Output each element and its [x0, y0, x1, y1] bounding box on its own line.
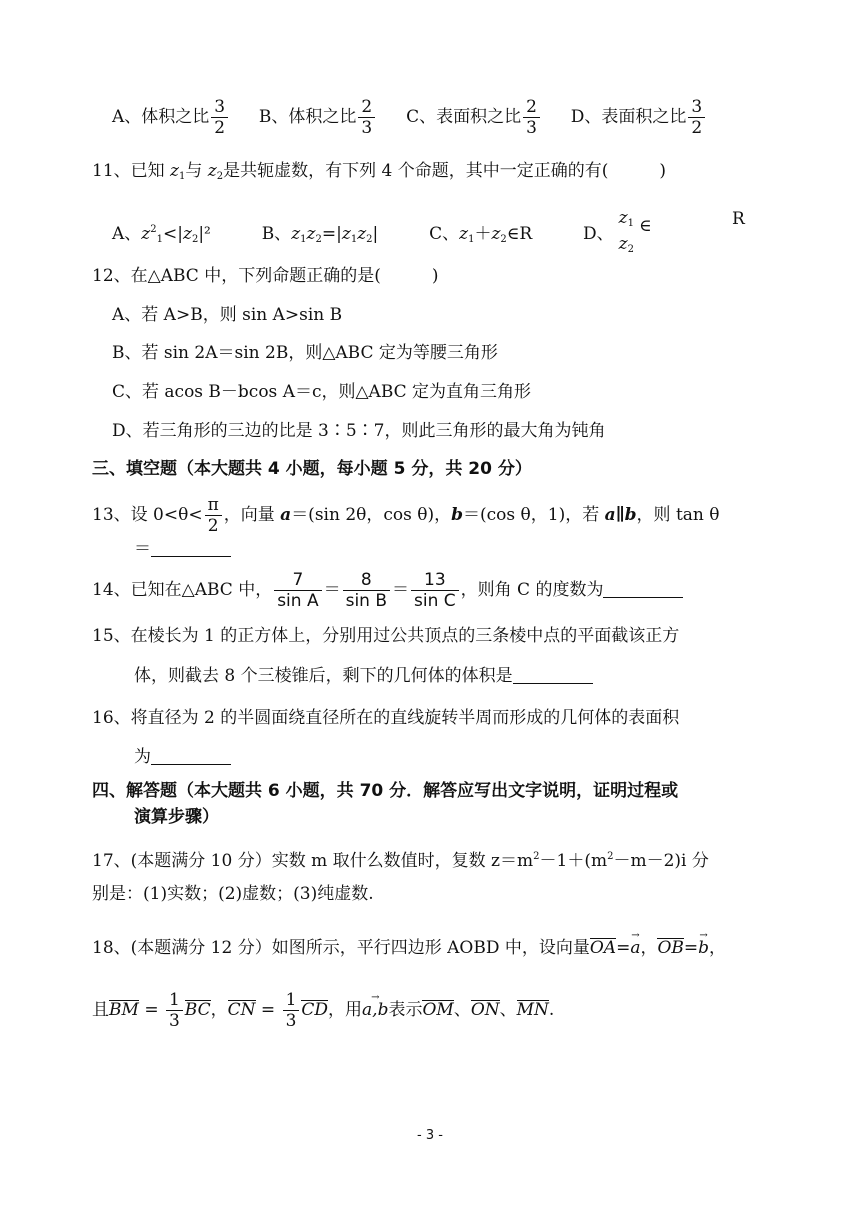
q10-options [112, 97, 707, 138]
q10-option-b: B、体积之比 $\frac{2}{3}$ [259, 107, 383, 127]
q17-line1: 17、(本题满分 10 分）实数 m 取什么数值时，复数 $z=m^2-1+(m^2-m-2)i$ 分 [92, 851, 709, 871]
fraction: $\frac{1}{3}$ [166, 990, 183, 1031]
fraction: $\frac{2}{3}$ [358, 97, 375, 138]
q14-line: 14、已知在△ABC 中， $\frac{7}{\text{sin A}}$ ＝ $\frac{8}{\text{sin B}}$ ＝ $\frac{13}{\text{sin C}}$ ，则角 C 的度数为 [92, 570, 683, 611]
answer-blank [151, 538, 231, 557]
q12-option-b: B、若 sin 2A＝sin 2B，则△ABC 定为等腰三角形 [112, 343, 498, 363]
fraction: $\frac{3}{2}$ [688, 97, 705, 138]
q12-option-d: D、若三角形的三边的比是 3∶5∶7，则此三角形的最大角为钝角 [112, 421, 606, 441]
q17-line2: 别是：(1)实数；(2)虚数；(3)纯虚数. [92, 884, 374, 904]
q16-line2: 为 [134, 746, 231, 768]
fraction: $z_1$ $z_2$ [618, 208, 634, 255]
q16-line1: 16、将直径为 2 的半圆面绕直径所在的直线旋转半周而形成的几何体的表面积 [92, 708, 680, 728]
answer-blank [151, 746, 231, 765]
section-3-heading: 三、填空题（本大题共 4 小题，每小题 5 分，共 20 分） [92, 459, 532, 479]
q12-option-c: C、若 acos B－bcos A＝c，则△ABC 定为直角三角形 [112, 382, 532, 402]
fraction: $\frac{1}{3}$ [283, 990, 300, 1031]
fraction: $\frac{7}{\text{sin A}}$ [274, 570, 321, 611]
q11-option-a: A、$z^2_1<|z_2|^2$ [112, 223, 211, 245]
q10-option-a: A、体积之比 $\frac{3}{2}$ [112, 107, 236, 127]
q11-option-b: B、$z_1z_2=|z_1z_2|$ [261, 223, 379, 245]
q11-option-d: D、 $z_1$ $z_2$ ∈ [583, 224, 652, 244]
page-number: - 3 - [417, 1128, 443, 1143]
q18-line2: 且BM = $\frac{1}{3}$ BC，CN = $\frac{1}{3}$ CD，用→ a,b表示OM、ON、MN. [92, 990, 554, 1031]
q15-line2: 体，则截去 8 个三棱锥后，剩下的几何体的体积是 [134, 665, 593, 687]
q11-option-c: C、$z_1+z_2\in R$ [429, 223, 533, 245]
q15-line1: 15、在棱长为 1 的正方体上，分别用过公共顶点的三条棱中点的平面截该正方 [92, 626, 680, 646]
q18-line1: 18、(本题满分 12 分）如图所示，平行四边形 AOBD 中，设向量OA=→ a，OB=→ b， [92, 937, 726, 959]
fraction: $\frac{8}{\text{sin B}}$ [343, 570, 390, 611]
fraction: $\frac{2}{3}$ [523, 97, 540, 138]
q10-option-c: C、表面积之比 $\frac{2}{3}$ [406, 107, 547, 127]
fraction: $\frac{\pi}{2}$ [205, 495, 222, 536]
q13-line1: 13、设 0<θ< $\frac{\pi}{2}$ ，向量 a＝(sin 2θ，cos θ)，b＝(cos θ，1)，若 a∥b，则 tan θ [92, 495, 720, 536]
fraction: $\frac{13}{\text{sin C}}$ [411, 570, 459, 611]
q13-line2: ＝ [134, 538, 231, 560]
fraction: $\frac{3}{2}$ [211, 97, 228, 138]
q12-option-a: A、若 A>B，则 sin A>sin B [112, 305, 343, 325]
answer-blank [603, 579, 683, 598]
q12-stem: 12、在△ABC 中，下列命题正确的是( ) [92, 266, 439, 286]
q11-option-d-set: R [732, 209, 745, 229]
q11-stem: 11、已知 $z_1$与 $z_2$是共轭虚数，有下列 4 个命题，其中一定正确的有( ) [92, 161, 667, 182]
answer-blank [513, 665, 593, 684]
q10-option-d: D、表面积之比 $\frac{3}{2}$ [571, 107, 707, 127]
section-4-heading-line2: 演算步骤） [134, 807, 219, 827]
q11-options [112, 208, 652, 260]
section-4-heading-line1: 四、解答题（本大题共 6 小题，共 70 分．解答应写出文字说明，证明过程或 [92, 781, 679, 801]
